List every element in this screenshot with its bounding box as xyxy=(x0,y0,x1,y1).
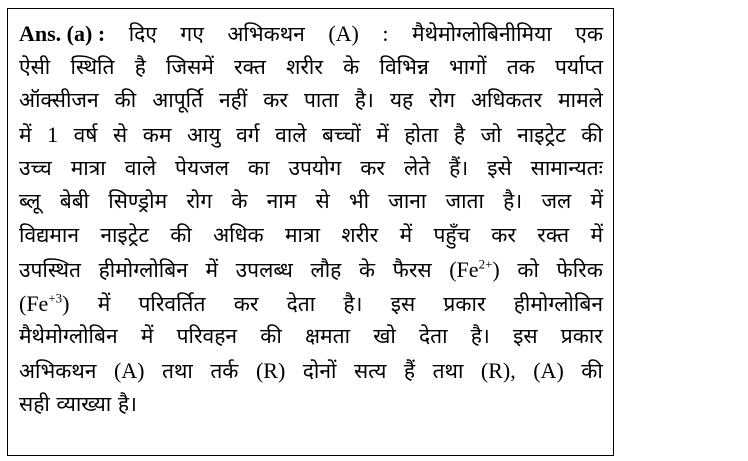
word: कर xyxy=(233,291,259,316)
word: तथा xyxy=(432,358,464,383)
word: नाइट्रेट xyxy=(100,223,149,248)
word: पहुँच xyxy=(433,223,470,248)
word: व्याख्या xyxy=(56,391,112,416)
word: रक्त xyxy=(537,223,570,248)
word: उच्च xyxy=(19,155,52,180)
text-line-9 xyxy=(19,287,603,321)
fe-symbol: (Fe xyxy=(449,256,479,282)
word: ऐसी xyxy=(19,54,51,79)
word: (A) xyxy=(533,357,564,383)
word: प्रकार xyxy=(560,324,603,349)
word: गए xyxy=(180,22,204,46)
text-line-4 xyxy=(19,118,603,152)
word: दिए xyxy=(128,22,157,46)
word: में xyxy=(399,223,413,248)
word: शरीर xyxy=(341,223,379,248)
word: हैं xyxy=(403,358,416,383)
word: जाना xyxy=(388,189,427,214)
close-paren: ) xyxy=(62,290,70,316)
charge-superscript: +3 xyxy=(48,290,63,306)
word: सामान्यतः xyxy=(530,155,603,180)
word: तक xyxy=(506,54,535,79)
word: वाले xyxy=(124,155,157,180)
word: आपूर्ति xyxy=(152,88,204,113)
word: मात्रा xyxy=(70,155,106,180)
word: में xyxy=(205,257,219,282)
word: वाले xyxy=(275,123,307,148)
text-line-3 xyxy=(19,84,603,118)
word: बेबी xyxy=(59,189,90,214)
word: उपस्थित xyxy=(19,257,82,282)
word: लौह xyxy=(310,257,342,282)
word: को xyxy=(517,257,539,282)
word: के xyxy=(358,257,376,282)
word: 1 xyxy=(47,122,59,148)
word: सही xyxy=(19,391,50,416)
word: है। xyxy=(117,391,138,416)
word: विभिन्न xyxy=(379,54,429,79)
word: में xyxy=(376,123,389,148)
word: रोग xyxy=(429,88,456,113)
word: कर xyxy=(491,223,516,248)
word: देता xyxy=(419,324,448,349)
word: (A) xyxy=(328,21,359,46)
word: शरीर xyxy=(286,54,323,79)
word: की xyxy=(260,324,282,349)
word: भी xyxy=(348,189,370,214)
answer-box xyxy=(7,8,614,456)
word: जो xyxy=(480,123,502,148)
word: परिवर्तित xyxy=(138,291,206,316)
word: मामले xyxy=(558,88,603,113)
word: इस xyxy=(513,324,538,349)
word: में xyxy=(97,291,111,316)
word: में xyxy=(590,223,603,248)
word: प्रकार xyxy=(443,291,486,316)
word: के xyxy=(343,54,360,79)
word: वर्ग xyxy=(236,123,260,148)
word: भागों xyxy=(449,54,487,79)
word: स्थिति xyxy=(70,54,115,79)
word: से xyxy=(315,189,330,214)
word: पर्याप्त xyxy=(555,54,603,79)
word: अभिकथन xyxy=(227,22,305,46)
word: मैथेमोग्लोबिन xyxy=(19,324,118,349)
word: है। xyxy=(343,291,363,316)
word: एक xyxy=(575,22,603,46)
word: अभिकथन xyxy=(19,358,97,383)
word: : xyxy=(382,21,389,46)
word: देता xyxy=(286,291,316,316)
word: हैं। xyxy=(449,155,469,180)
word: सत्य xyxy=(353,358,387,383)
word: (R), xyxy=(480,357,516,383)
word: है। xyxy=(470,324,490,349)
text-line-2 xyxy=(19,51,603,85)
text-line-11 xyxy=(19,354,603,388)
word: इस xyxy=(390,291,416,316)
word: क्षमता xyxy=(304,324,351,349)
text-line-8 xyxy=(19,253,603,287)
word: नहीं xyxy=(219,88,248,113)
text-line-6 xyxy=(19,185,603,219)
word: परिवहन xyxy=(176,324,238,349)
word: में xyxy=(590,189,603,214)
word: इसे xyxy=(487,155,512,180)
word: की xyxy=(114,88,137,113)
word: खो xyxy=(373,324,396,349)
word: फैरस xyxy=(392,257,432,282)
word: ऑक्सीजन xyxy=(19,88,99,113)
word: जाता xyxy=(445,189,484,214)
ferrous-formula xyxy=(449,253,500,287)
word: सिण्ड्रोम xyxy=(108,189,168,214)
fe-symbol: (Fe xyxy=(19,290,49,316)
word: रोग xyxy=(186,189,213,214)
word: अधिक xyxy=(213,223,264,248)
text-line-10 xyxy=(19,320,603,354)
word: हीमोग्लोबिन xyxy=(513,291,603,316)
word: है xyxy=(453,123,466,148)
word: कर xyxy=(263,88,288,113)
word: मैथेमोग्लोबिनीमिया xyxy=(412,22,552,46)
word: फेरिक xyxy=(556,257,603,282)
answer-label: Ans. (a) : xyxy=(19,21,106,46)
word: में xyxy=(140,324,154,349)
word: तथा xyxy=(162,358,193,383)
word: से xyxy=(112,123,128,148)
word: का xyxy=(247,155,270,180)
word: होता xyxy=(404,123,439,148)
word: पाता xyxy=(303,88,339,113)
word: (R) xyxy=(255,357,286,383)
word: कम xyxy=(142,123,172,148)
word: नाम xyxy=(266,189,297,214)
word: ब्लू xyxy=(19,189,41,214)
word: है। xyxy=(503,189,523,214)
close-paren: ) xyxy=(492,256,500,282)
word: बच्चों xyxy=(322,123,361,148)
word: हीमोग्लोबिन xyxy=(98,257,188,282)
word: (A) xyxy=(113,357,145,383)
word: तर्क xyxy=(210,358,239,383)
word: की xyxy=(581,123,603,148)
word: कर xyxy=(360,155,385,180)
text-line-1 xyxy=(19,17,603,51)
word: की xyxy=(581,358,603,383)
word: लेते xyxy=(403,155,431,180)
word: में xyxy=(19,123,32,148)
charge-superscript: 2+ xyxy=(478,256,493,272)
word: पेयजल xyxy=(175,155,229,180)
text-line-5 xyxy=(19,152,603,186)
text-line-7 xyxy=(19,219,603,253)
word: यह xyxy=(389,88,414,113)
word: की xyxy=(170,223,192,248)
word: नाइट्रेट xyxy=(517,123,566,148)
word: आयु xyxy=(186,123,221,148)
ferric-formula xyxy=(19,287,70,321)
word: रक्त xyxy=(234,54,266,79)
word: जल xyxy=(541,189,572,214)
word: उपयोग xyxy=(288,155,342,180)
text-line-12 xyxy=(19,388,603,422)
word: है। xyxy=(354,88,374,113)
word: के xyxy=(231,189,248,214)
word: दोनों xyxy=(302,358,337,383)
word: मात्रा xyxy=(285,223,321,248)
word: वर्ष xyxy=(73,123,98,148)
word: है xyxy=(134,54,146,79)
word: जिसमें xyxy=(166,54,214,79)
word: उपलब्ध xyxy=(235,257,293,282)
word: विद्यमान xyxy=(19,223,79,248)
word: अधिकतर xyxy=(471,88,543,113)
